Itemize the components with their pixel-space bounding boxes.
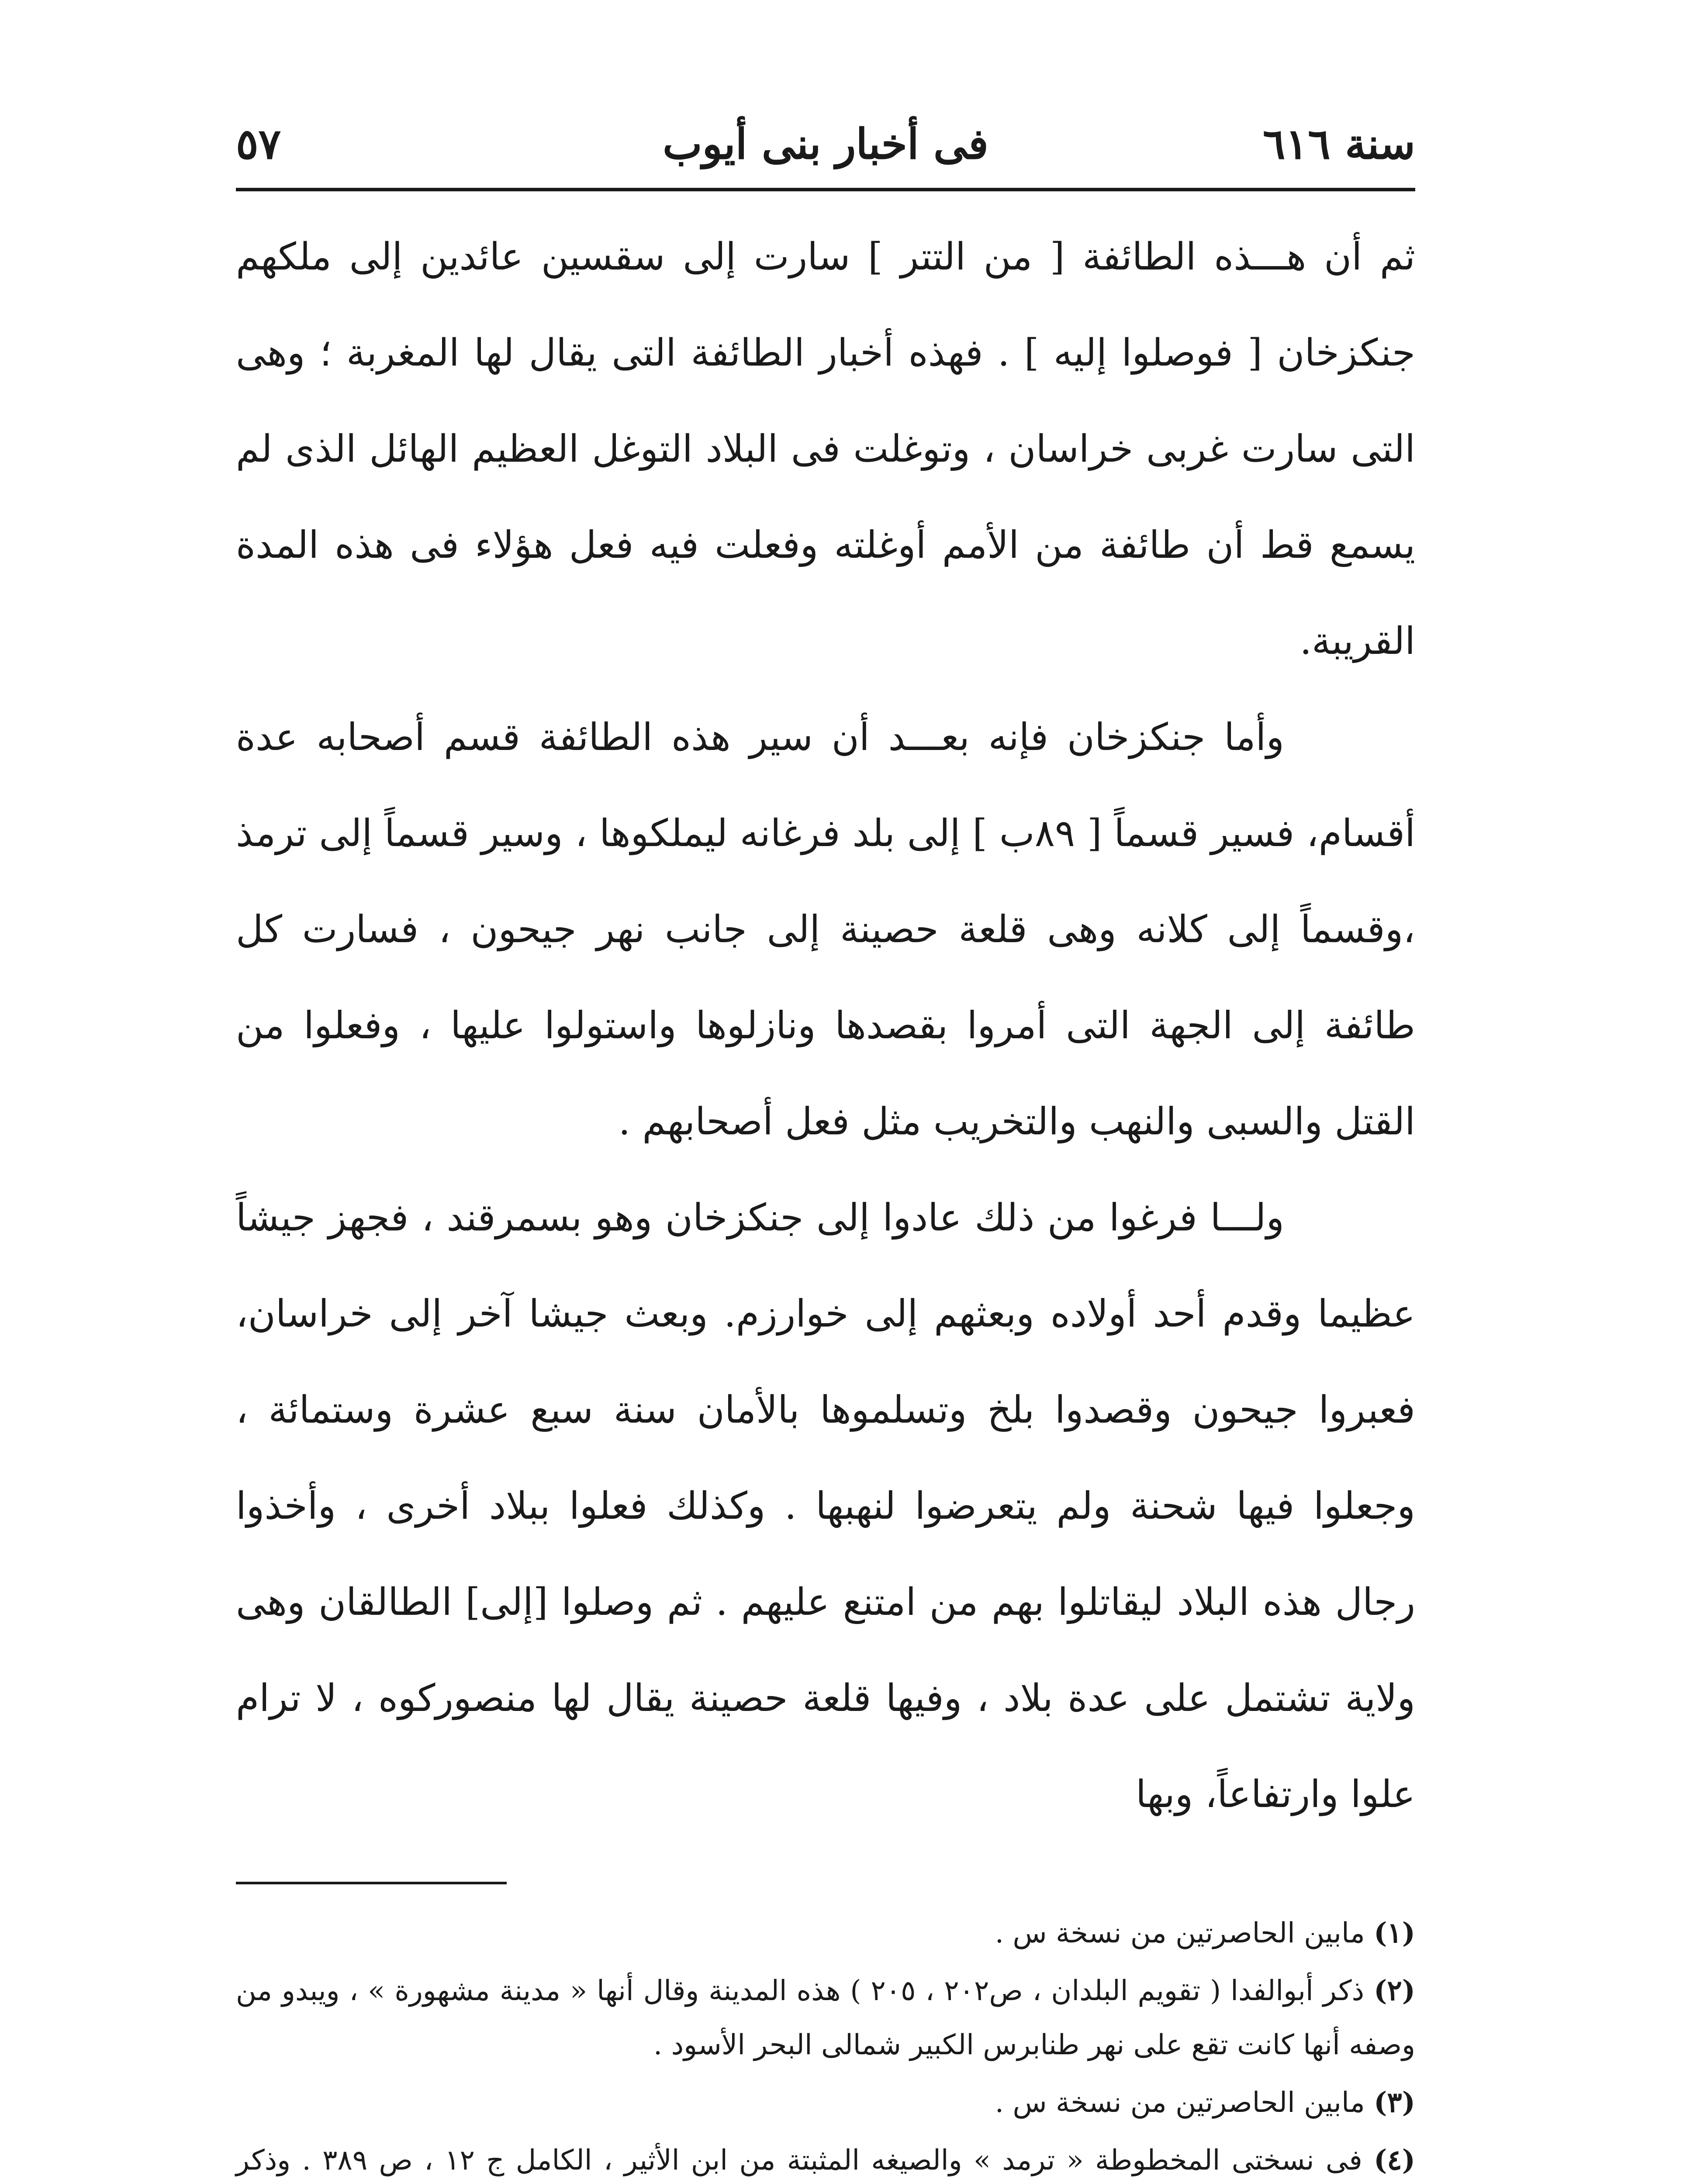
header-year: سنة ٦١٦	[1263, 119, 1415, 169]
footnote-text: مابين الحاصرتين من نسخة س .	[995, 2087, 1365, 2119]
book-page	[236, 100, 1415, 2184]
page-header	[236, 100, 1415, 191]
footnote-text: ذكر أبوالفدا ( تقويم البلدان ، ص٢٠٢ ، ٢٠٥ ) هذه المدينة وقال أنها « مدينة مشهورة » ، ويبدو من وصفه أنها كانت تقع على نهر طنابرس الكبير شمالى البحر الأسود .	[236, 1975, 1415, 2061]
footnote-number: (٤)	[1374, 2144, 1416, 2177]
header-title: فى أخبار بنى أيوب	[663, 119, 988, 169]
footnotes	[236, 1906, 1415, 2184]
footnote	[236, 1964, 1415, 2072]
footnote-number: (٣)	[1374, 2086, 1415, 2119]
main-text	[236, 209, 1415, 1842]
footnote-number: (١)	[1374, 1917, 1415, 1949]
paragraph: وأما جنكزخان فإنه بعـــد أن سير هذه الطائفة قسم أصحابه عدة أقسام، فسير قسماً [ ٨٩ب ] إلى بلد فرغانه ليملكوها ، وسير قسماً إلى ترمذ ،وقسماً إلى كلانه وهى قلعة حصينة إلى جانب نهر جيحون ، فسارت كل طائفة إلى الجهة التى أمروا بقصدها ونازلوها واستولوا عليها ، وفعلوا من القتل والسبى والنهب والتخريب مثل فعل أصحابهم .	[236, 715, 1415, 1144]
paragraph: ولـــا فرغوا من ذلك عادوا إلى جنكزخان وهو بسمرقند ، فجهز جيشاً عظيما وقدم أحد أولاده وبعثهم إلى خوارزم. وبعث جيشا آخر إلى خراسان، فعبروا جيحون وقصدوا بلخ وتسلموها بالأمان سنة سبع عشرة وستمائة ، وجعلوا فيها شحنة ولم يتعرضوا لنهبها . وكذلك فعلوا ببلاد أخرى ، وأخذوا رجال هذه البلاد ليقاتلوا بهم من امتنع عليهم . ثم وصلوا [إلى] الطالقان وهى ولاية تشتمل على عدة بلاد ، وفيها قلعة حصينة يقال لها منصوركوه ، لا ترام علوا وارتفاعاً، وبها	[236, 1196, 1416, 1816]
footnote	[236, 2133, 1415, 2184]
footnote	[236, 2076, 1415, 2130]
footnote-number: (٢)	[1374, 1974, 1416, 2007]
footnote-text: فى نسختى المخطوطة « ترمد » والصيغه المثبتة من ابن الأثير ، الكامل ج ١٢ ، ص ٣٨٩ . وذكر	[236, 2144, 1362, 2177]
footnote-divider	[236, 1882, 507, 1884]
footnote	[236, 1906, 1415, 1960]
page-number: ٥٧	[236, 119, 281, 169]
footnote-text: مابين الحاصرتين من نسخة س .	[995, 1917, 1365, 1949]
paragraph: ثم أن هـــذه الطائفة [ من التتر ] سارت إلى سقسين عائدين إلى ملكهم جنكزخان [ فوصلوا إليه ] . فهذه أخبار الطائفة التى يقال لها المغربة ؛ وهى التى سارت غربى خراسان ، وتوغلت فى البلاد التوغل العظيم الهائل الذى لم يسمع قط أن طائفة من الأمم أوغلته وفعلت فيه فعل هؤلاء فى هذه المدة القريبة.	[236, 235, 1415, 663]
